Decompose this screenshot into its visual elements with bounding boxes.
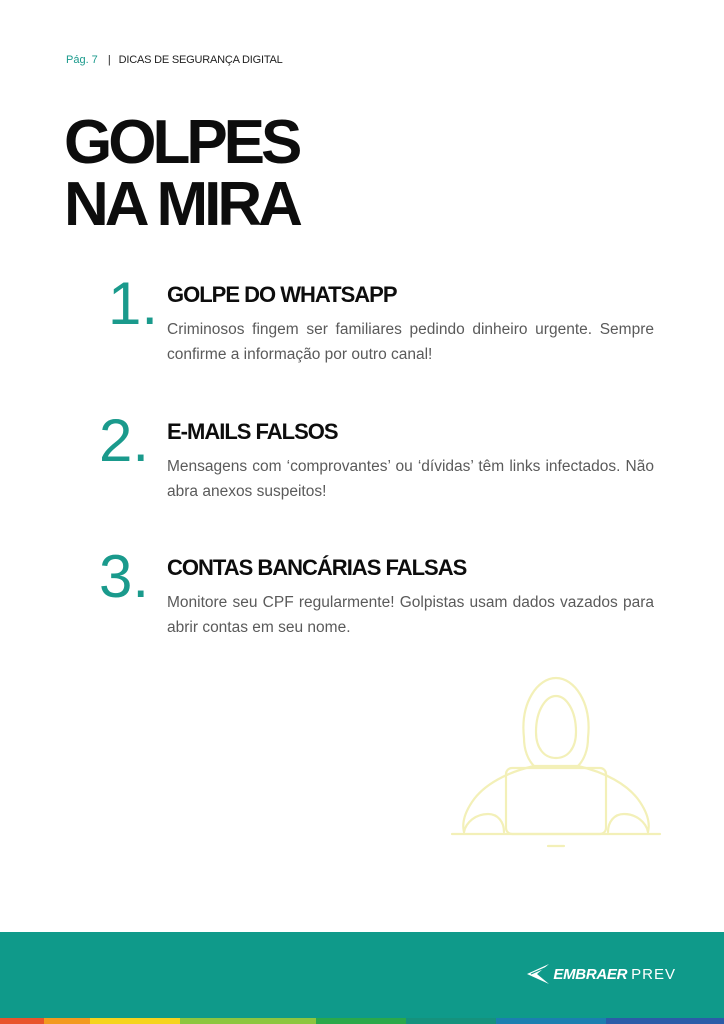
tip-heading: E-MAILS FALSOS bbox=[167, 419, 338, 444]
tip-number: 3. bbox=[99, 543, 150, 610]
footer-band bbox=[0, 932, 724, 1018]
section-title: DICAS DE SEGURANÇA DIGITAL bbox=[118, 54, 283, 66]
tip-heading: CONTAS BANCÁRIAS FALSAS bbox=[167, 555, 467, 580]
tip-heading: GOLPE DO WHATSAPP bbox=[167, 282, 397, 307]
page-title bbox=[64, 108, 299, 239]
brand-name: EMBRAER bbox=[553, 965, 628, 983]
tip-body: Monitore seu CPF regularmente! Golpistas usam dados vazados para abrir contas em seu nome. bbox=[167, 594, 654, 636]
page-number: Pág. 7 bbox=[66, 54, 98, 66]
page-header bbox=[66, 54, 283, 66]
tip-number: 2. bbox=[99, 407, 150, 474]
tip-body: Mensagens com ‘comprovantes’ ou ‘dívidas’ têm links infectados. Não abra anexos suspeitos! bbox=[167, 458, 654, 500]
brand-suffix: PREV bbox=[631, 965, 676, 983]
tip-number: 1. bbox=[108, 270, 159, 337]
color-stripe bbox=[0, 1018, 724, 1024]
header-separator: | bbox=[107, 54, 111, 66]
title-line-2: NA MIRA bbox=[64, 170, 299, 239]
brand-logo bbox=[527, 964, 676, 984]
hacker-laptop-icon bbox=[448, 672, 664, 858]
embraer-logo-icon bbox=[527, 964, 549, 984]
title-line-1: GOLPES bbox=[64, 108, 299, 177]
tip-body: Criminosos fingem ser familiares pedindo dinheiro urgente. Sempre confirme a informação por outro canal! bbox=[167, 321, 654, 363]
